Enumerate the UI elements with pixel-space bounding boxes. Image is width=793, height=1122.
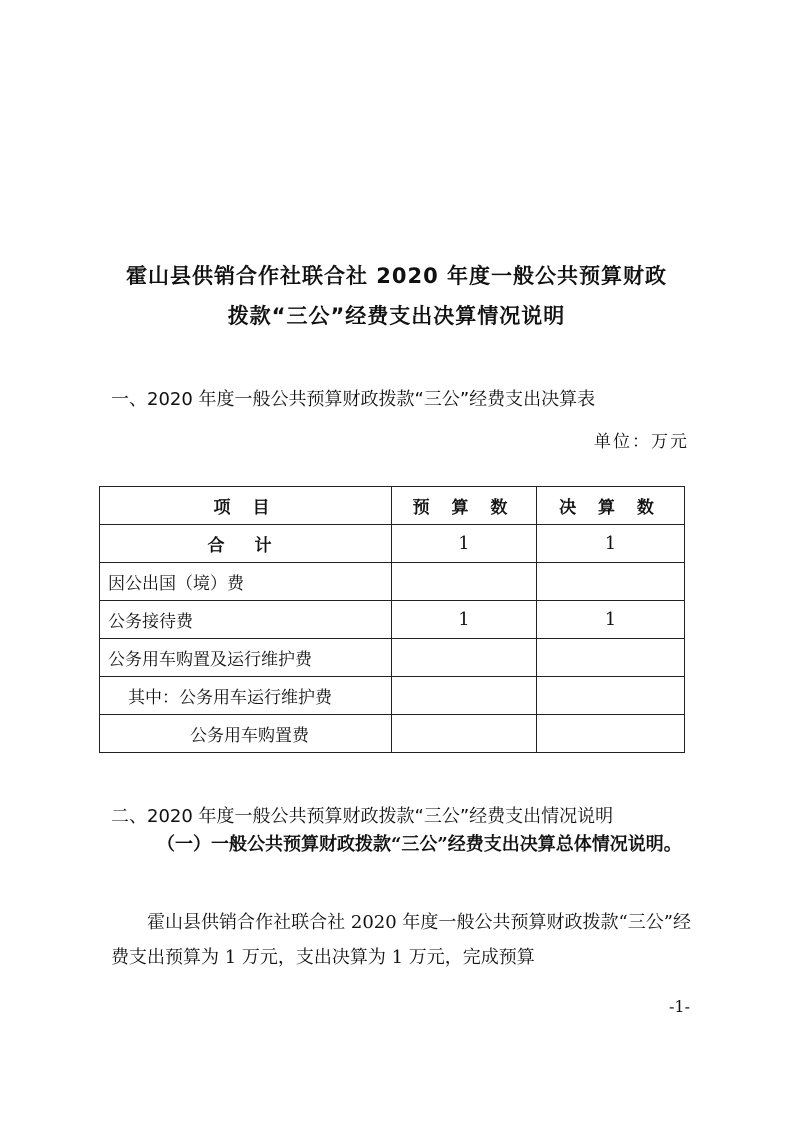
body-paragraph: 霍山县供销合作社联合社 2020 年度一般公共预算财政拨款“三公”经费支出预算为 1 万元，支出决算为 1 万元，完成预算 [111, 912, 691, 968]
unit-label: 单位：万元 [594, 432, 689, 452]
row-label: 公务用车购置及运行维护费 [100, 639, 392, 677]
final-value: 1 [537, 601, 685, 639]
table-row [100, 639, 685, 677]
budget-value [392, 563, 537, 601]
final-value [537, 677, 685, 715]
page-number: -1- [669, 997, 690, 1016]
row-label: 因公出国（境）费 [100, 563, 392, 601]
header-budget: 预 算 数 [392, 487, 537, 525]
three-public-expense-table [99, 486, 685, 753]
final-value [537, 563, 685, 601]
row-label: 公务用车购置费 [100, 715, 392, 753]
header-item: 项 目 [100, 487, 392, 525]
section-2-subheading: （一）一般公共预算财政拨款“三公”经费支出决算总体情况说明。 [157, 834, 682, 855]
budget-value [392, 715, 537, 753]
budget-value: 1 [392, 525, 537, 563]
budget-value: 1 [392, 601, 537, 639]
row-label: 公务接待费 [100, 601, 392, 639]
table-row [100, 563, 685, 601]
document-title-line-2: 拨款“三公”经费支出决算情况说明 [227, 304, 566, 328]
budget-value [392, 677, 537, 715]
table-header-row [100, 487, 685, 525]
final-value: 1 [537, 525, 685, 563]
table-row [100, 677, 685, 715]
document-title-line-1: 霍山县供销合作社联合社 2020 年度一般公共预算财政 [125, 264, 668, 288]
row-label: 其中：公务用车运行维护费 [100, 677, 392, 715]
table-row [100, 715, 685, 753]
final-value [537, 715, 685, 753]
budget-value [392, 639, 537, 677]
table-row-total [100, 525, 685, 563]
section-1-heading: 一、2020 年度一般公共预算财政拨款“三公”经费支出决算表 [111, 389, 596, 410]
row-label: 合 计 [100, 525, 392, 563]
table-row [100, 601, 685, 639]
final-value [537, 639, 685, 677]
header-final: 决 算 数 [537, 487, 685, 525]
section-2-heading: 二、2020 年度一般公共预算财政拨款“三公”经费支出情况说明 [111, 806, 614, 827]
